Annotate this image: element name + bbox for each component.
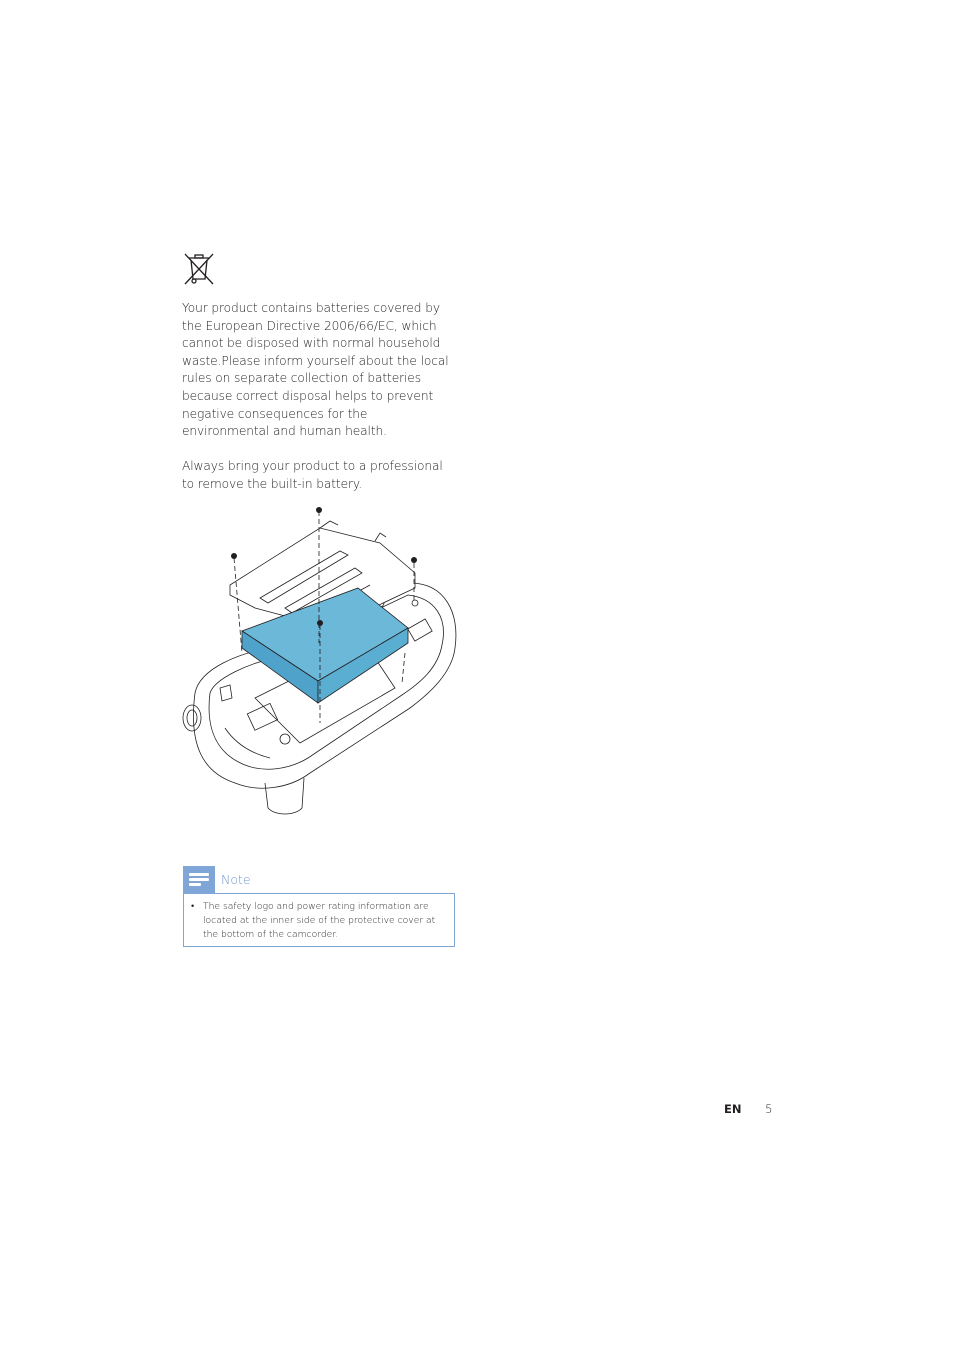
page-number: 5 (765, 1102, 773, 1116)
battery-disposal-paragraph: Your product contains batteries covered by the European Directive 2006/66/EC, which cannot be disposed with normal household waste.Please inform yourself about the local rules on separate collection of batteries because correct disposal helps to prevent negative consequences for the environmental and human health. (182, 301, 449, 439)
bullet: • (191, 901, 195, 912)
language-code: EN (724, 1102, 742, 1116)
battery-removal-illustration (180, 503, 460, 819)
professional-removal-paragraph: Always bring your product to a professional to remove the built-in battery. (182, 459, 443, 491)
lens (183, 705, 201, 731)
screw (317, 620, 323, 626)
screw (231, 553, 237, 559)
screw (411, 557, 417, 563)
note-icon (183, 866, 215, 893)
note-label: Note (221, 872, 251, 887)
note-header (183, 866, 251, 893)
note-text (191, 900, 446, 942)
screw (316, 507, 322, 513)
crossed-out-wheelie-bin-icon (182, 250, 216, 286)
note-body: The safety logo and power rating information are located at the inner side of the protective cover at the bottom of the camcorder. (203, 901, 436, 940)
note-box (183, 893, 455, 947)
page-footer (724, 1102, 772, 1116)
